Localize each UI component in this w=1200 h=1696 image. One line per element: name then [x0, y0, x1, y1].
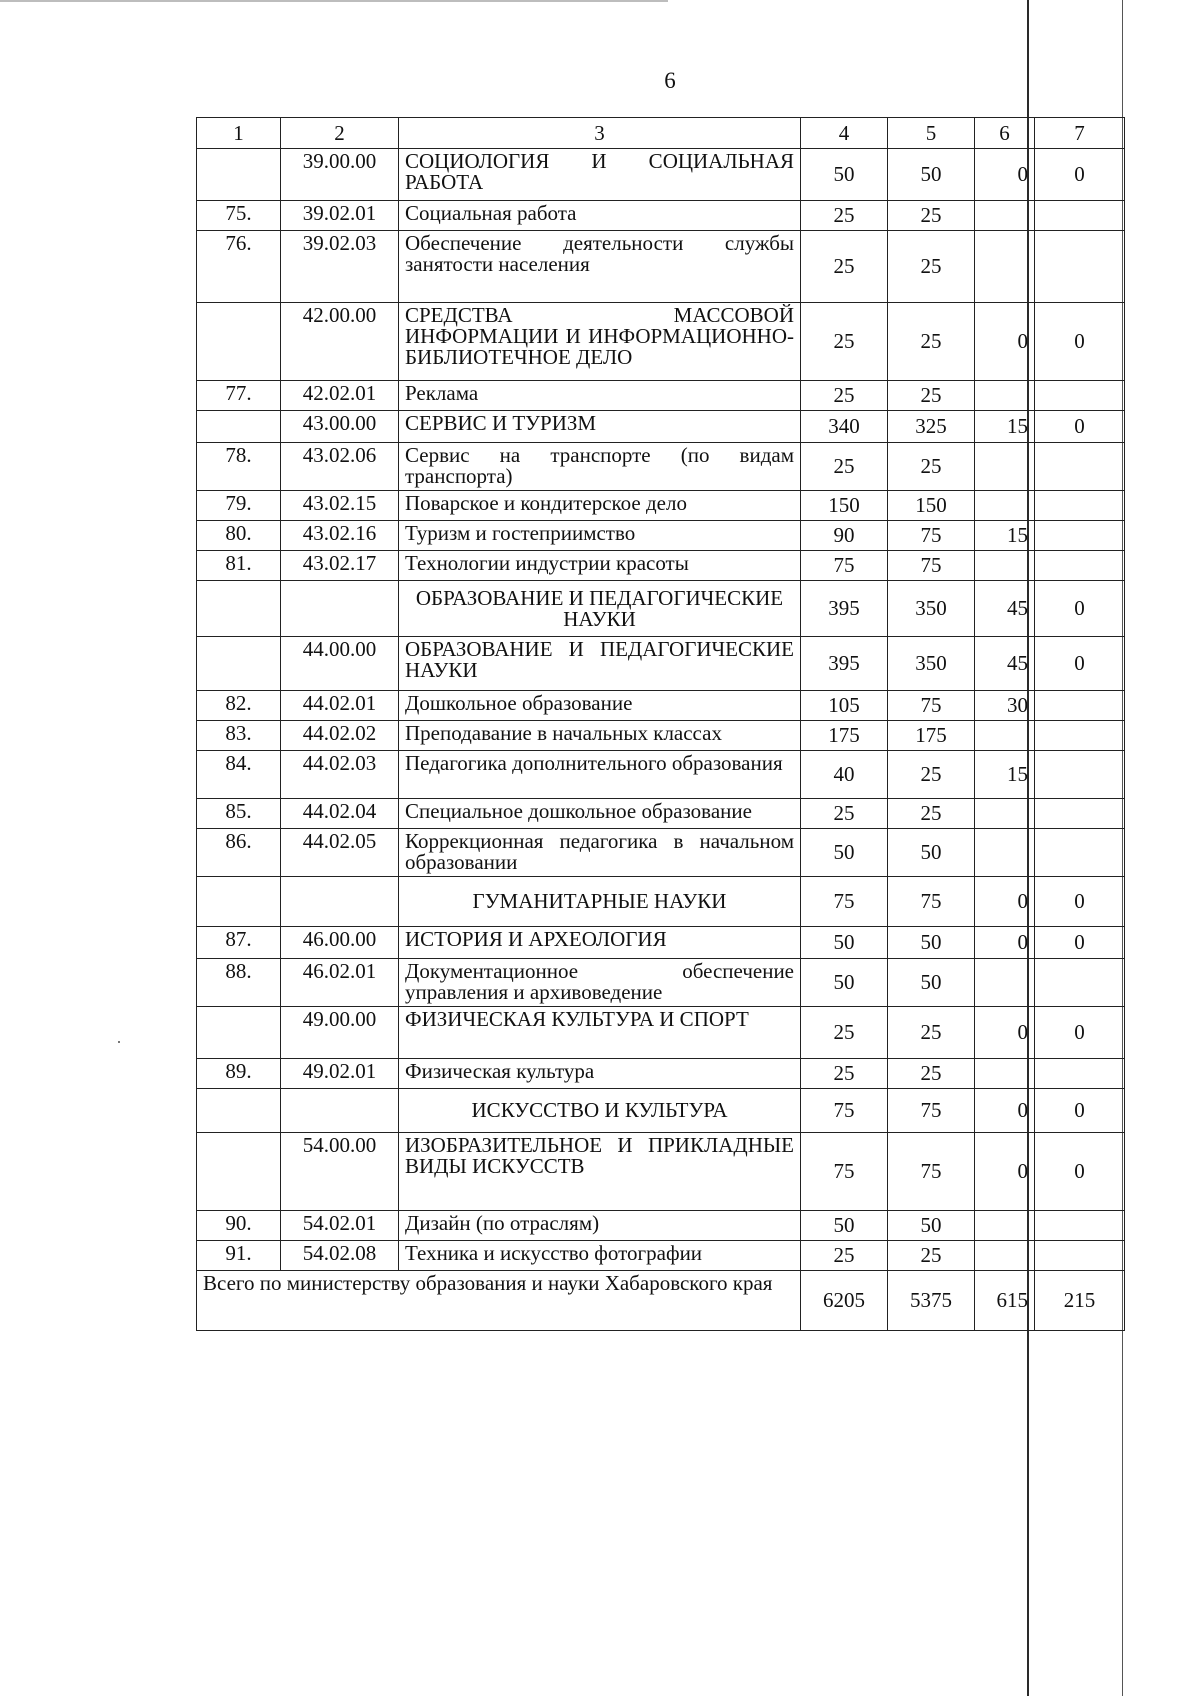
- table-header-row: [197, 118, 1125, 149]
- value-col-6: [975, 959, 1035, 1007]
- value-col-6: [975, 551, 1035, 581]
- value-col-5: 25: [888, 1241, 975, 1271]
- value-col-4: 75: [801, 1089, 888, 1133]
- row-index: 85.: [197, 799, 281, 829]
- specialty-name: СОЦИОЛОГИЯ И СОЦИАЛЬНАЯ РАБОТА: [399, 149, 801, 201]
- value-col-6: 15: [975, 751, 1035, 799]
- row-index: 90.: [197, 1211, 281, 1241]
- value-col-5: 75: [888, 521, 975, 551]
- value-col-4: 395: [801, 637, 888, 691]
- value-col-6: 0: [975, 927, 1035, 959]
- value-col-4: 105: [801, 691, 888, 721]
- specialty-code: 39.00.00: [281, 149, 399, 201]
- value-col-6: 0: [975, 1089, 1035, 1133]
- specialty-name: ИСКУССТВО И КУЛЬТУРА: [399, 1089, 801, 1133]
- value-col-6: [975, 1211, 1035, 1241]
- specialty-name: Дизайн (по отраслям): [399, 1211, 801, 1241]
- row-index: 80.: [197, 521, 281, 551]
- value-col-5: 25: [888, 201, 975, 231]
- page-number: 6: [664, 68, 676, 93]
- value-col-4: 50: [801, 1211, 888, 1241]
- total-value-c7: 215: [1035, 1271, 1125, 1331]
- row-index: [197, 877, 281, 927]
- value-col-6: 45: [975, 637, 1035, 691]
- value-col-7: [1035, 799, 1125, 829]
- row-index: [197, 411, 281, 443]
- value-col-4: 25: [801, 1007, 888, 1059]
- value-col-7: [1035, 1211, 1125, 1241]
- value-col-5: 25: [888, 231, 975, 303]
- value-col-6: 0: [975, 877, 1035, 927]
- value-col-4: 75: [801, 551, 888, 581]
- table-row: [197, 829, 1125, 877]
- table-row: [197, 1133, 1125, 1211]
- value-col-7: [1035, 443, 1125, 491]
- specialty-code: [281, 581, 399, 637]
- value-col-5: 350: [888, 637, 975, 691]
- value-col-5: 50: [888, 927, 975, 959]
- value-col-7: 0: [1035, 927, 1125, 959]
- value-col-4: 340: [801, 411, 888, 443]
- value-col-7: 0: [1035, 1133, 1125, 1211]
- value-col-6: [975, 231, 1035, 303]
- value-col-6: [975, 1059, 1035, 1089]
- value-col-7: 0: [1035, 877, 1125, 927]
- row-index: [197, 637, 281, 691]
- total-value-c4: 6205: [801, 1271, 888, 1331]
- specialty-code: 49.02.01: [281, 1059, 399, 1089]
- specialty-name: Коррекционная педагогика в начальном образовании: [399, 829, 801, 877]
- value-col-4: 25: [801, 201, 888, 231]
- value-col-5: 75: [888, 691, 975, 721]
- value-col-5: 75: [888, 1089, 975, 1133]
- column-header: 1: [197, 118, 281, 149]
- value-col-5: 150: [888, 491, 975, 521]
- specialty-code: 44.02.01: [281, 691, 399, 721]
- value-col-6: [975, 201, 1035, 231]
- table-row: [197, 1211, 1125, 1241]
- specialty-code: 43.02.17: [281, 551, 399, 581]
- row-index: 88.: [197, 959, 281, 1007]
- value-col-7: 0: [1035, 149, 1125, 201]
- value-col-6: [975, 829, 1035, 877]
- specialty-name: Физическая культура: [399, 1059, 801, 1089]
- specialty-code: 42.00.00: [281, 303, 399, 381]
- row-index: 75.: [197, 201, 281, 231]
- specialty-code: 39.02.03: [281, 231, 399, 303]
- table-row: [197, 201, 1125, 231]
- specialty-code: 43.02.06: [281, 443, 399, 491]
- specialty-code: 42.02.01: [281, 381, 399, 411]
- specialty-code: 54.02.01: [281, 1211, 399, 1241]
- value-col-5: 25: [888, 1007, 975, 1059]
- scan-speck: [118, 1041, 120, 1043]
- value-col-7: [1035, 231, 1125, 303]
- specialty-code: [281, 877, 399, 927]
- total-value-c6: 615: [975, 1271, 1035, 1331]
- value-col-7: 0: [1035, 303, 1125, 381]
- specialty-name: Социальная работа: [399, 201, 801, 231]
- table-row: [197, 1241, 1125, 1271]
- specialty-name: Специальное дошкольное образование: [399, 799, 801, 829]
- value-col-7: [1035, 751, 1125, 799]
- value-col-6: [975, 799, 1035, 829]
- specialty-name: Сервис на транспорте (по видам транспорта): [399, 443, 801, 491]
- specialty-name: ИСТОРИЯ И АРХЕОЛОГИЯ: [399, 927, 801, 959]
- specialty-name: Дошкольное образование: [399, 691, 801, 721]
- specialty-name: Педагогика дополнительного образования: [399, 751, 801, 799]
- value-col-7: 0: [1035, 581, 1125, 637]
- value-col-6: 15: [975, 411, 1035, 443]
- value-col-6: 0: [975, 303, 1035, 381]
- value-col-7: [1035, 551, 1125, 581]
- value-col-7: [1035, 959, 1125, 1007]
- table-row: [197, 637, 1125, 691]
- row-index: 76.: [197, 231, 281, 303]
- value-col-6: 15: [975, 521, 1035, 551]
- value-col-5: 75: [888, 1133, 975, 1211]
- value-col-5: 50: [888, 149, 975, 201]
- specialty-name: ОБРАЗОВАНИЕ И ПЕДАГОГИЧЕСКИЕ НАУКИ: [399, 581, 801, 637]
- specialty-code: 43.00.00: [281, 411, 399, 443]
- specialty-name: Документационное обеспечение управления и архивоведение: [399, 959, 801, 1007]
- column-header: 5: [888, 118, 975, 149]
- row-index: [197, 1133, 281, 1211]
- value-col-4: 40: [801, 751, 888, 799]
- value-col-4: 75: [801, 1133, 888, 1211]
- value-col-6: 30: [975, 691, 1035, 721]
- column-header: 4: [801, 118, 888, 149]
- specialty-name: СЕРВИС И ТУРИЗМ: [399, 411, 801, 443]
- value-col-4: 90: [801, 521, 888, 551]
- specialty-code: 44.02.04: [281, 799, 399, 829]
- value-col-4: 25: [801, 1059, 888, 1089]
- column-header: 7: [1035, 118, 1125, 149]
- value-col-4: 25: [801, 303, 888, 381]
- value-col-4: 25: [801, 443, 888, 491]
- value-col-6: [975, 443, 1035, 491]
- value-col-5: 25: [888, 381, 975, 411]
- specialty-code: 44.02.03: [281, 751, 399, 799]
- value-col-5: 25: [888, 443, 975, 491]
- value-col-7: 0: [1035, 637, 1125, 691]
- row-index: 84.: [197, 751, 281, 799]
- value-col-5: 50: [888, 1211, 975, 1241]
- value-col-4: 50: [801, 959, 888, 1007]
- table-row: [197, 1059, 1125, 1089]
- column-header: 6: [975, 118, 1035, 149]
- row-index: 81.: [197, 551, 281, 581]
- table-row: [197, 751, 1125, 799]
- value-col-7: 0: [1035, 1007, 1125, 1059]
- value-col-4: 50: [801, 149, 888, 201]
- value-col-4: 175: [801, 721, 888, 751]
- value-col-5: 325: [888, 411, 975, 443]
- table-row: [197, 411, 1125, 443]
- specialty-name: Технологии индустрии красоты: [399, 551, 801, 581]
- value-col-4: 25: [801, 381, 888, 411]
- value-col-4: 75: [801, 877, 888, 927]
- specialty-name: ГУМАНИТАРНЫЕ НАУКИ: [399, 877, 801, 927]
- value-col-7: [1035, 491, 1125, 521]
- value-col-4: 25: [801, 1241, 888, 1271]
- value-col-6: [975, 381, 1035, 411]
- table-row: [197, 1007, 1125, 1059]
- specialty-name: Туризм и гостеприимство: [399, 521, 801, 551]
- value-col-6: 0: [975, 149, 1035, 201]
- table-row: [197, 1089, 1125, 1133]
- table-row: [197, 303, 1125, 381]
- row-index: 91.: [197, 1241, 281, 1271]
- specialty-code: 44.02.05: [281, 829, 399, 877]
- table-row: [197, 721, 1125, 751]
- table-row: [197, 799, 1125, 829]
- table-row: [197, 521, 1125, 551]
- row-index: [197, 149, 281, 201]
- table-row: [197, 551, 1125, 581]
- value-col-4: 395: [801, 581, 888, 637]
- specialty-code: 39.02.01: [281, 201, 399, 231]
- value-col-5: 50: [888, 959, 975, 1007]
- row-index: 83.: [197, 721, 281, 751]
- value-col-5: 25: [888, 751, 975, 799]
- row-index: 79.: [197, 491, 281, 521]
- value-col-7: 0: [1035, 411, 1125, 443]
- table-row: [197, 491, 1125, 521]
- table-row: [197, 381, 1125, 411]
- column-header: 2: [281, 118, 399, 149]
- row-index: [197, 581, 281, 637]
- column-header: 3: [399, 118, 801, 149]
- value-col-5: 25: [888, 799, 975, 829]
- row-index: [197, 303, 281, 381]
- row-index: 77.: [197, 381, 281, 411]
- specialty-code: 43.02.16: [281, 521, 399, 551]
- specialty-name: Преподавание в начальных классах: [399, 721, 801, 751]
- value-col-5: 25: [888, 303, 975, 381]
- specialty-name: Поварское и кондитерское дело: [399, 491, 801, 521]
- table-row: [197, 581, 1125, 637]
- value-col-7: [1035, 521, 1125, 551]
- specialty-code: 44.02.02: [281, 721, 399, 751]
- value-col-4: 50: [801, 927, 888, 959]
- row-index: 78.: [197, 443, 281, 491]
- specialty-name: ОБРАЗОВАНИЕ И ПЕДАГОГИЧЕСКИЕ НАУКИ: [399, 637, 801, 691]
- value-col-7: [1035, 201, 1125, 231]
- value-col-5: 175: [888, 721, 975, 751]
- value-col-5: 50: [888, 829, 975, 877]
- specialty-code: 43.02.15: [281, 491, 399, 521]
- table-row: [197, 877, 1125, 927]
- specialty-name: Обеспечение деятельности службы занятости населения: [399, 231, 801, 303]
- table-row: [197, 691, 1125, 721]
- specialty-code: 46.00.00: [281, 927, 399, 959]
- specialty-name: Реклама: [399, 381, 801, 411]
- value-col-6: 0: [975, 1007, 1035, 1059]
- row-index: 86.: [197, 829, 281, 877]
- row-index: [197, 1089, 281, 1133]
- specialty-code: 54.00.00: [281, 1133, 399, 1211]
- total-label: Всего по министерству образования и науки Хабаровского края: [197, 1271, 801, 1331]
- row-index: 89.: [197, 1059, 281, 1089]
- value-col-6: [975, 491, 1035, 521]
- specialty-code: 49.00.00: [281, 1007, 399, 1059]
- value-col-5: 25: [888, 1059, 975, 1089]
- scan-top-rule: [0, 0, 668, 2]
- specialty-name: СРЕДСТВА МАССОВОЙ ИНФОРМАЦИИ И ИНФОРМАЦИОННО-БИБЛИОТЕЧНОЕ ДЕЛО: [399, 303, 801, 381]
- value-col-4: 25: [801, 799, 888, 829]
- table-total-row: [197, 1271, 1125, 1331]
- value-col-7: [1035, 691, 1125, 721]
- table-row: [197, 149, 1125, 201]
- value-col-7: [1035, 1059, 1125, 1089]
- specialty-name: ИЗОБРАЗИТЕЛЬНОЕ И ПРИКЛАДНЫЕ ВИДЫ ИСКУССТВ: [399, 1133, 801, 1211]
- value-col-4: 25: [801, 231, 888, 303]
- value-col-7: [1035, 1241, 1125, 1271]
- table-row: [197, 927, 1125, 959]
- specialty-code: 46.02.01: [281, 959, 399, 1007]
- specialty-code: [281, 1089, 399, 1133]
- value-col-7: 0: [1035, 1089, 1125, 1133]
- value-col-4: 150: [801, 491, 888, 521]
- specialty-name: ФИЗИЧЕСКАЯ КУЛЬТУРА И СПОРТ: [399, 1007, 801, 1059]
- value-col-7: [1035, 721, 1125, 751]
- row-index: 87.: [197, 927, 281, 959]
- specialty-code: 44.00.00: [281, 637, 399, 691]
- value-col-6: [975, 1241, 1035, 1271]
- value-col-4: 50: [801, 829, 888, 877]
- specialty-code: 54.02.08: [281, 1241, 399, 1271]
- value-col-6: [975, 721, 1035, 751]
- table-row: [197, 231, 1125, 303]
- row-index: 82.: [197, 691, 281, 721]
- table-row: [197, 959, 1125, 1007]
- specialty-name: Техника и искусство фотографии: [399, 1241, 801, 1271]
- value-col-5: 75: [888, 551, 975, 581]
- value-col-7: [1035, 381, 1125, 411]
- specialties-table: [196, 117, 1125, 1331]
- value-col-7: [1035, 829, 1125, 877]
- total-value-c5: 5375: [888, 1271, 975, 1331]
- row-index: [197, 1007, 281, 1059]
- value-col-6: 0: [975, 1133, 1035, 1211]
- table-row: [197, 443, 1125, 491]
- value-col-5: 350: [888, 581, 975, 637]
- value-col-5: 75: [888, 877, 975, 927]
- value-col-6: 45: [975, 581, 1035, 637]
